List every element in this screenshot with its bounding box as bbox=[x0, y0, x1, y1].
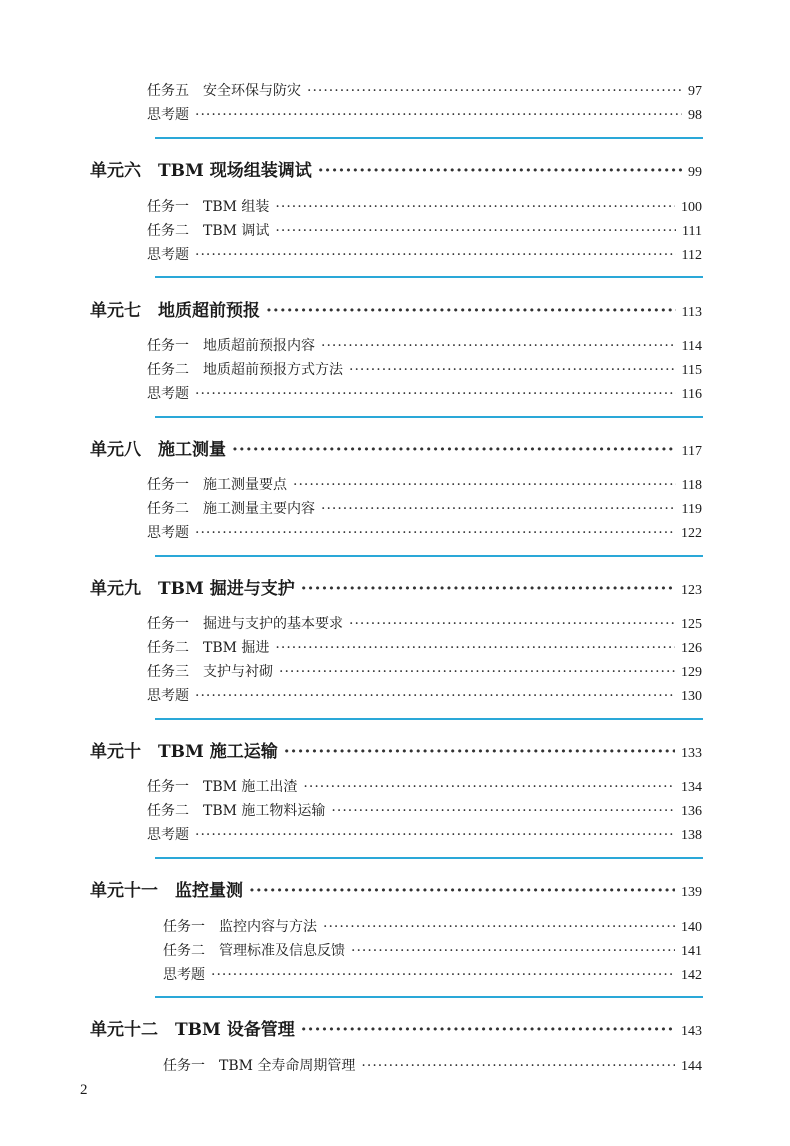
toc-page: 111 bbox=[682, 224, 702, 239]
dot-leader bbox=[275, 640, 675, 656]
toc-page: 113 bbox=[681, 305, 702, 320]
toc-label: 任务二 施工测量主要内容 bbox=[147, 501, 315, 517]
toc-page: 130 bbox=[681, 689, 702, 704]
toc-page: 138 bbox=[681, 828, 702, 843]
toc-entry[interactable] bbox=[147, 522, 702, 542]
toc-page: 119 bbox=[681, 502, 702, 517]
dot-leader bbox=[301, 1020, 675, 1040]
dot-leader bbox=[349, 616, 675, 632]
toc-page: 134 bbox=[681, 780, 702, 795]
dot-leader bbox=[195, 107, 682, 123]
toc-label: 任务一 TBM 组装 bbox=[147, 199, 270, 215]
toc-label: 任务二 地质超前预报方式方法 bbox=[147, 362, 343, 378]
toc-label: 思考题 bbox=[147, 827, 189, 843]
toc-page: 141 bbox=[681, 944, 702, 959]
unit-title: 单元六 TBM 现场组装调试 bbox=[90, 161, 312, 181]
toc-page: 115 bbox=[681, 363, 702, 378]
toc-page: 117 bbox=[681, 444, 702, 459]
toc-page: 143 bbox=[681, 1024, 702, 1039]
dot-leader bbox=[279, 664, 675, 680]
toc-label: 任务一 TBM 施工出渣 bbox=[147, 779, 298, 795]
dot-leader bbox=[275, 223, 676, 239]
toc-page: 116 bbox=[681, 387, 702, 402]
dot-leader bbox=[318, 161, 682, 181]
unit-title: 单元八 施工测量 bbox=[90, 440, 226, 460]
section-divider bbox=[155, 857, 703, 859]
dot-leader bbox=[195, 827, 675, 843]
toc-unit-8[interactable] bbox=[90, 435, 702, 460]
dot-leader bbox=[211, 967, 675, 983]
toc-label: 思考题 bbox=[163, 967, 205, 983]
toc-unit-6[interactable] bbox=[90, 156, 702, 181]
section-divider bbox=[155, 276, 703, 278]
toc-page: 98 bbox=[688, 108, 702, 123]
dot-leader bbox=[303, 779, 675, 795]
dot-leader bbox=[321, 338, 676, 354]
section-divider bbox=[155, 555, 703, 557]
toc-page: 97 bbox=[688, 84, 702, 99]
toc-label: 思考题 bbox=[147, 525, 189, 541]
toc-label: 任务二 TBM 调试 bbox=[147, 223, 270, 239]
dot-leader bbox=[232, 440, 676, 460]
page-number: 2 bbox=[80, 1082, 88, 1098]
toc-page: 122 bbox=[681, 526, 702, 541]
toc-entry[interactable] bbox=[163, 916, 702, 936]
dot-leader bbox=[195, 247, 676, 263]
section-divider bbox=[155, 137, 703, 139]
dot-leader bbox=[293, 477, 676, 493]
toc-entry[interactable] bbox=[147, 498, 702, 518]
toc-page: 125 bbox=[681, 617, 702, 632]
toc-label: 思考题 bbox=[147, 688, 189, 704]
toc-unit-7[interactable] bbox=[90, 296, 702, 321]
toc-label: 思考题 bbox=[147, 386, 189, 402]
toc-page: 144 bbox=[681, 1059, 702, 1074]
toc-entry[interactable] bbox=[147, 685, 702, 705]
toc-page: 114 bbox=[681, 339, 702, 354]
toc-entry[interactable] bbox=[147, 800, 702, 820]
toc-entry[interactable] bbox=[147, 661, 702, 681]
dot-leader bbox=[249, 881, 675, 901]
toc-label: 思考题 bbox=[147, 107, 189, 123]
dot-leader bbox=[307, 83, 682, 99]
toc-entry[interactable] bbox=[147, 196, 702, 216]
toc-entry[interactable] bbox=[147, 359, 702, 379]
section-divider bbox=[155, 416, 703, 418]
toc-page: 99 bbox=[688, 165, 702, 180]
toc-page: 100 bbox=[681, 200, 702, 215]
toc-label: 任务二 管理标准及信息反馈 bbox=[163, 943, 345, 959]
toc-entry-questions[interactable] bbox=[147, 104, 702, 124]
toc-entry[interactable] bbox=[163, 964, 702, 984]
toc-entry[interactable] bbox=[147, 474, 702, 494]
toc-entry[interactable] bbox=[147, 637, 702, 657]
dot-leader bbox=[275, 199, 675, 215]
toc-label: 任务一 施工测量要点 bbox=[147, 477, 287, 493]
toc-entry[interactable] bbox=[147, 824, 702, 844]
toc-page: 129 bbox=[681, 665, 702, 680]
toc-label: 思考题 bbox=[147, 247, 189, 263]
toc-unit-9[interactable] bbox=[90, 574, 702, 599]
section-divider bbox=[155, 996, 703, 998]
unit-title: 单元十二 TBM 设备管理 bbox=[90, 1020, 295, 1040]
unit-title: 单元七 地质超前预报 bbox=[90, 301, 260, 321]
dot-leader bbox=[351, 943, 675, 959]
toc-label: 任务二 TBM 施工物料运输 bbox=[147, 803, 326, 819]
dot-leader bbox=[266, 301, 676, 321]
dot-leader bbox=[195, 688, 675, 704]
dot-leader bbox=[361, 1058, 675, 1074]
toc-page: 140 bbox=[681, 920, 702, 935]
toc-page: 136 bbox=[681, 804, 702, 819]
dot-leader bbox=[301, 579, 675, 599]
dot-leader bbox=[284, 742, 675, 762]
toc-label: 任务一 地质超前预报内容 bbox=[147, 338, 315, 354]
dot-leader bbox=[323, 919, 675, 935]
toc-entry[interactable] bbox=[163, 1055, 702, 1075]
toc-page: 133 bbox=[681, 746, 702, 761]
toc-label: 任务一 掘进与支护的基本要求 bbox=[147, 616, 343, 632]
toc-page: 112 bbox=[681, 248, 702, 263]
dot-leader bbox=[349, 362, 676, 378]
toc-entry[interactable] bbox=[147, 383, 702, 403]
toc-label: 任务一 监控内容与方法 bbox=[163, 919, 317, 935]
dot-leader bbox=[195, 525, 675, 541]
toc-page: 126 bbox=[681, 641, 702, 656]
dot-leader bbox=[195, 386, 676, 402]
toc-page: 118 bbox=[681, 478, 702, 493]
toc-entry-task5[interactable] bbox=[147, 80, 702, 100]
toc-entry[interactable] bbox=[147, 244, 702, 264]
toc-label: 任务三 支护与衬砌 bbox=[147, 664, 273, 680]
toc-page: 142 bbox=[681, 968, 702, 983]
toc-unit-10[interactable] bbox=[90, 737, 702, 762]
unit-title: 单元十 TBM 施工运输 bbox=[90, 742, 278, 762]
section-divider bbox=[155, 718, 703, 720]
toc-entry[interactable] bbox=[147, 220, 702, 240]
toc-unit-11[interactable] bbox=[90, 876, 702, 901]
dot-leader bbox=[331, 803, 675, 819]
toc-page: 139 bbox=[681, 885, 702, 900]
toc-entry[interactable] bbox=[163, 940, 702, 960]
toc-unit-12[interactable] bbox=[90, 1015, 702, 1040]
toc-label: 任务一 TBM 全寿命周期管理 bbox=[163, 1058, 356, 1074]
toc-entry[interactable] bbox=[147, 335, 702, 355]
unit-title: 单元十一 监控量测 bbox=[90, 881, 243, 901]
dot-leader bbox=[321, 501, 676, 517]
toc-label: 任务五 安全环保与防灾 bbox=[147, 83, 301, 99]
toc-page: 123 bbox=[681, 583, 702, 598]
toc-entry[interactable] bbox=[147, 776, 702, 796]
toc-entry[interactable] bbox=[147, 613, 702, 633]
toc-label: 任务二 TBM 掘进 bbox=[147, 640, 270, 656]
unit-title: 单元九 TBM 掘进与支护 bbox=[90, 579, 295, 599]
